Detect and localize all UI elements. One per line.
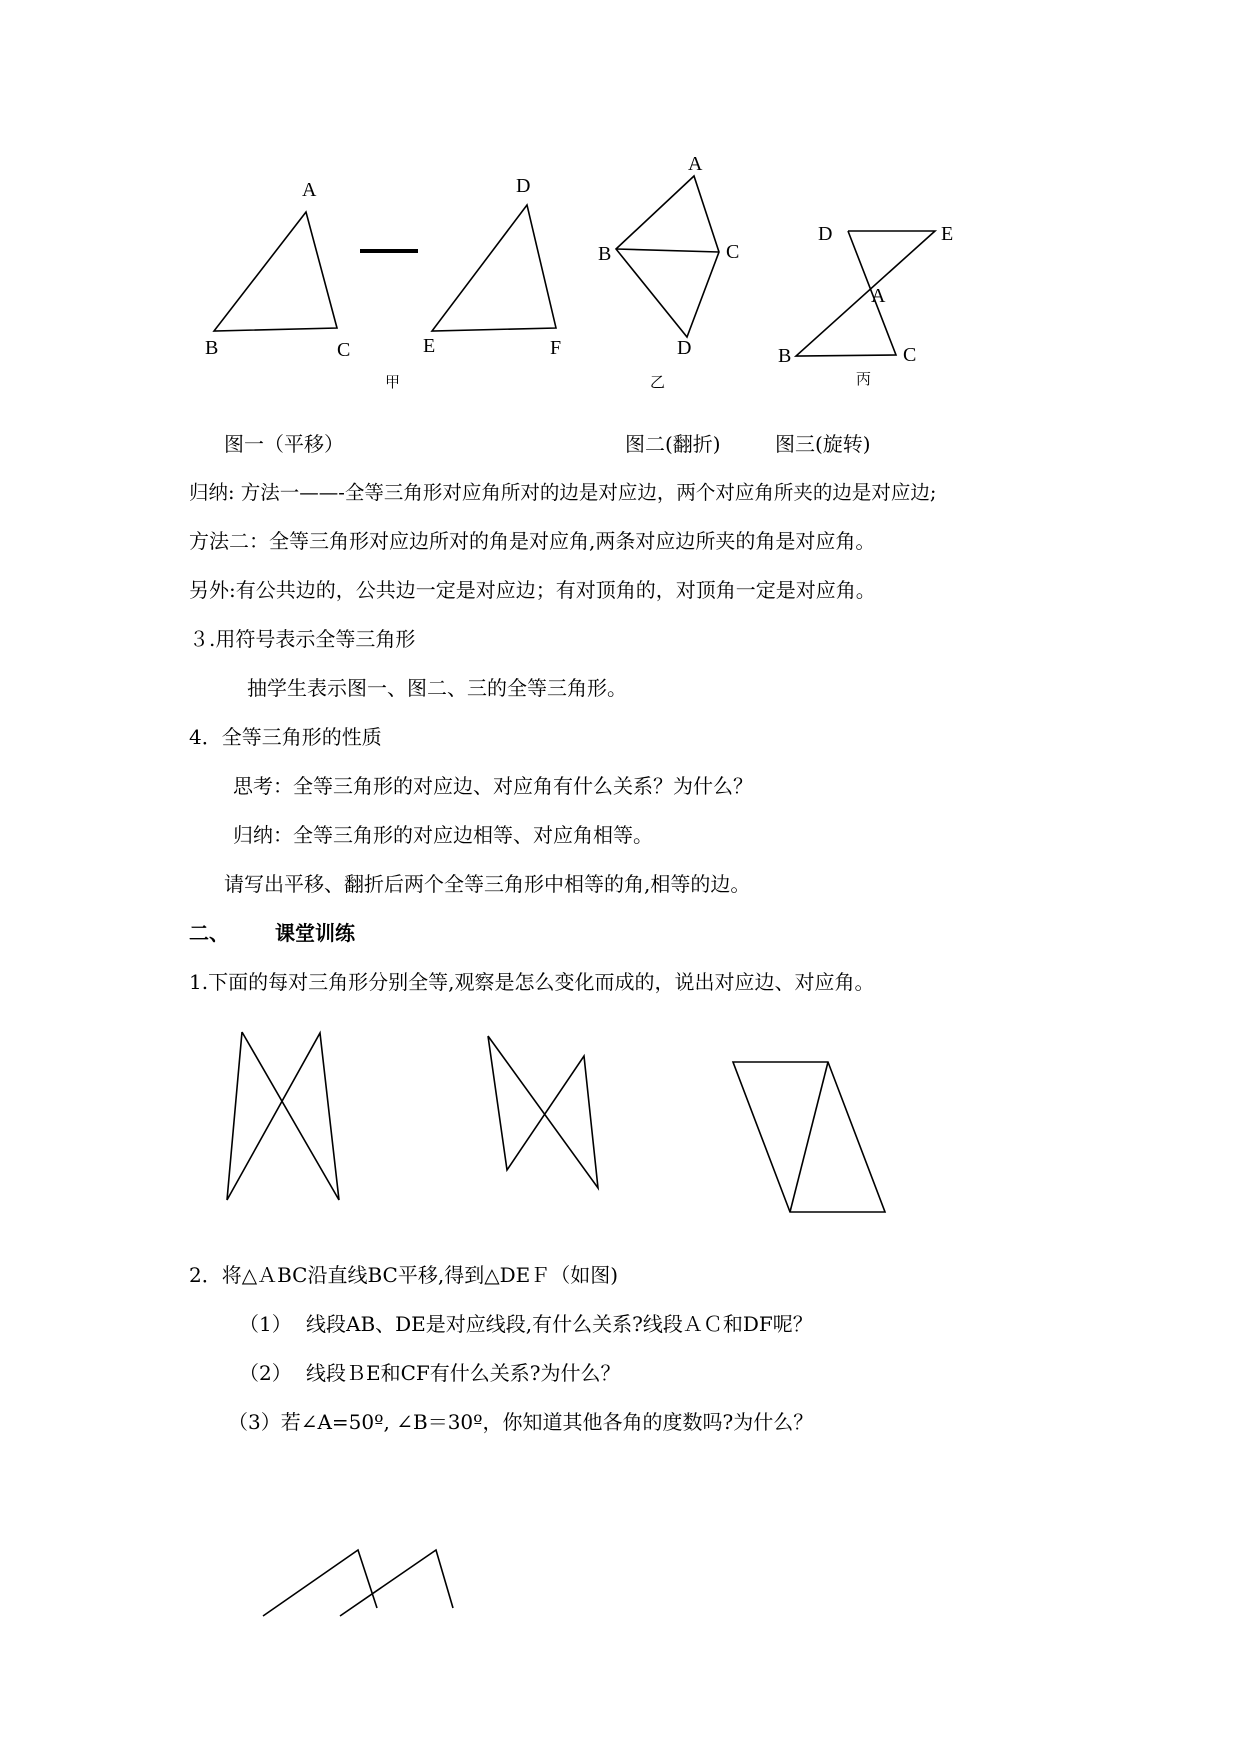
kite-diagonal-bc: [616, 249, 719, 252]
question-2-1: 线段AB、DE是对应线段,有什么关系?线段ＡＣ和DF呢？: [306, 1312, 813, 1336]
translated-triangle-1: [263, 1550, 377, 1616]
question-2-3: （3）若∠A=50º, ∠B＝30º，你知道其他各角的度数吗?为什么？: [228, 1410, 814, 1434]
paragraph-student-task: 抽学生表示图一、图二、三的全等三角形。: [247, 676, 627, 700]
label-c: C: [726, 241, 740, 263]
label-c: C: [337, 339, 351, 361]
question-2-1-number: （1）: [239, 1312, 292, 1336]
exercise-shape-2: [488, 1036, 598, 1188]
heading-symbol-notation: ３.用符号表示全等三角形: [189, 627, 416, 651]
question-2-2-number: （2）: [239, 1361, 292, 1385]
heading-properties: 4．全等三角形的性质: [189, 725, 382, 749]
sublabel-yi: 乙: [650, 373, 666, 391]
triangle-abc: [214, 212, 337, 331]
label-e: E: [423, 335, 436, 357]
label-b: B: [778, 345, 792, 367]
paragraph-additional: 另外:有公共边的，公共边一定是对应边；有对顶角的，对顶角一定是对应角。: [189, 578, 876, 602]
label-b: B: [598, 243, 612, 265]
caption-figure-2: 图二(翻折): [625, 432, 721, 456]
label-d: D: [677, 337, 692, 359]
label-c: C: [903, 344, 917, 366]
paragraph-summary-method-1: 归纳: 方法一——-全等三角形对应角所对的边是对应边，两个对应角所夹的边是对应边;: [189, 481, 937, 504]
label-a: A: [302, 179, 317, 201]
translated-triangle-2: [340, 1550, 453, 1616]
question-1: 1.下面的每对三角形分别全等,观察是怎么变化而成的，说出对应边、对应角。: [189, 970, 875, 994]
label-d: D: [818, 223, 833, 245]
question-2-2: 线段ＢE和CF有什么关系?为什么？: [306, 1361, 621, 1385]
label-a: A: [688, 153, 703, 175]
section-number: 二、: [189, 921, 229, 945]
question-2: 2．将△ＡBC沿直线BC平移,得到△DEＦ（如图): [189, 1263, 619, 1287]
section-title: 课堂训练: [275, 921, 355, 945]
triangle-def: [432, 205, 556, 331]
label-b: B: [205, 337, 219, 359]
label-d: D: [516, 175, 531, 197]
label-e: E: [941, 223, 954, 245]
paragraph-think: 思考：全等三角形的对应边、对应角有什么关系？为什么？: [233, 774, 753, 798]
kite-outline: [616, 176, 719, 337]
exercise-shape-1: [227, 1032, 339, 1200]
paragraph-conclusion: 归纳：全等三角形的对应边相等、对应角相等。: [233, 823, 653, 847]
label-a: A: [871, 285, 886, 307]
label-f: F: [550, 337, 562, 359]
paragraph-method-2: 方法二：全等三角形对应边所对的角是对应角,两条对应边所夹的角是对应角。: [189, 529, 876, 553]
bowtie-outline: [796, 231, 935, 356]
caption-figure-3: 图三(旋转): [775, 432, 871, 456]
paragraph-exercise-prompt: 请写出平移、翻折后两个全等三角形中相等的角,相等的边。: [224, 872, 751, 896]
sublabel-jia: 甲: [385, 373, 401, 391]
caption-figure-1: 图一（平移）: [224, 432, 344, 456]
exercise-shape-3-diagonal: [790, 1062, 828, 1212]
sublabel-bing: 丙: [856, 370, 872, 388]
